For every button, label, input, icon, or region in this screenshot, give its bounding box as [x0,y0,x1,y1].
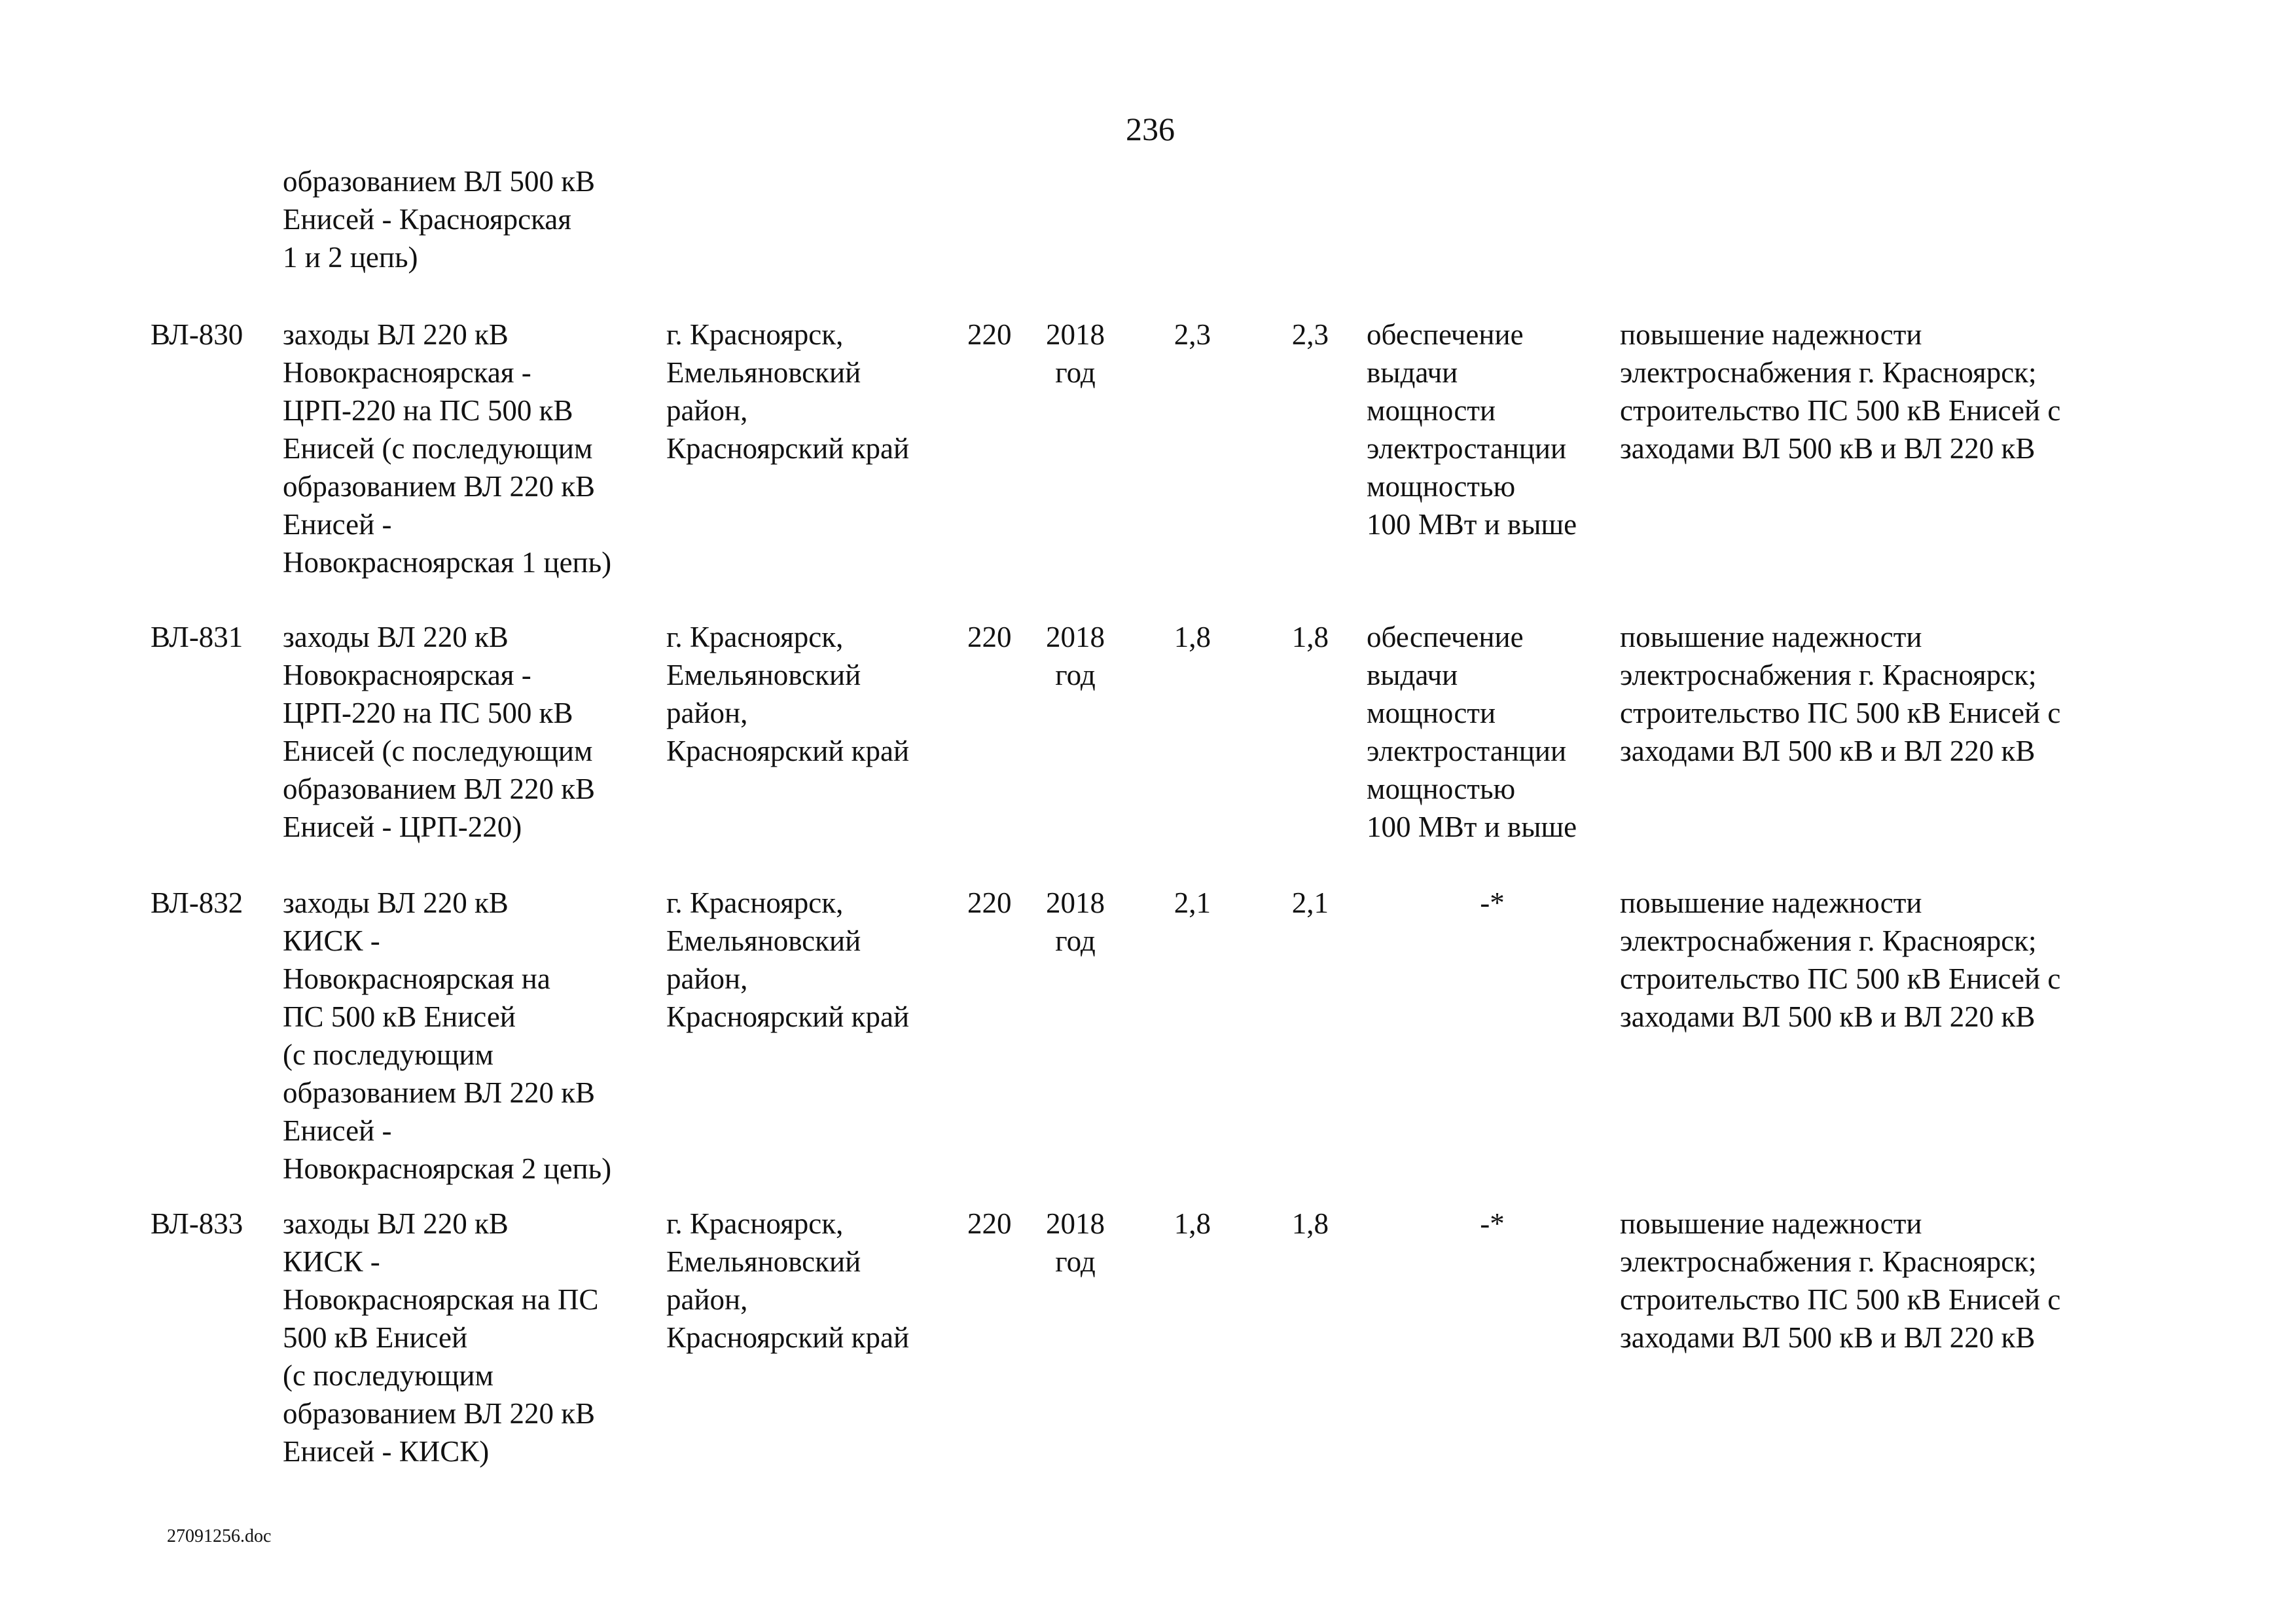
line-code: ВЛ-830 [151,318,243,351]
line-length-total: 1,8 [1291,621,1329,653]
commission-year: 2018 год [1046,1207,1105,1278]
commission-year: 2018 год [1046,318,1105,389]
line-purpose: обеспечение выдачи мощности электростанции мощностью 100 МВт и выше [1367,318,1577,541]
line-length-total: 2,1 [1291,886,1329,919]
document-filename: 27091256.doc [167,1526,272,1546]
line-name: заходы ВЛ 220 кВ КИСК - Новокрасноярская на ПС 500 кВ Енисей (с последующим образованием ВЛ 220 кВ Енисей - КИСК) [283,1207,599,1468]
line-length: 1,8 [1174,621,1211,653]
line-length: 2,3 [1174,318,1211,351]
line-purpose: -* [1480,1207,1505,1240]
line-location: г. Красноярск, Емельяновский район, Красноярский край [666,886,910,1033]
line-code: ВЛ-832 [151,886,243,919]
page-number: 236 [1126,111,1175,147]
line-reason: повышение надежности электроснабжения г. Красноярск; строительство ПС 500 кВ Енисей с заходами ВЛ 500 кВ и ВЛ 220 кВ [1620,621,2061,767]
line-location: г. Красноярск, Емельяновский район, Красноярский край [666,318,910,465]
line-code: ВЛ-833 [151,1207,243,1240]
commission-year: 2018 год [1046,886,1105,957]
line-name: заходы ВЛ 220 кВ Новокрасноярская - ЦРП-220 на ПС 500 кВ Енисей (с последующим образованием ВЛ 220 кВ Енисей - Новокрасноярская 1 цепь) [283,318,612,579]
line-length-total: 2,3 [1291,318,1329,351]
commission-year: 2018 год [1046,621,1105,691]
line-name: заходы ВЛ 220 кВ Новокрасноярская - ЦРП-220 на ПС 500 кВ Енисей (с последующим образованием ВЛ 220 кВ Енисей - ЦРП-220) [283,621,596,843]
line-code: ВЛ-831 [151,621,243,653]
line-reason: повышение надежности электроснабжения г. Красноярск; строительство ПС 500 кВ Енисей с заходами ВЛ 500 кВ и ВЛ 220 кВ [1620,1207,2061,1354]
line-reason: повышение надежности электроснабжения г. Красноярск; строительство ПС 500 кВ Енисей с заходами ВЛ 500 кВ и ВЛ 220 кВ [1620,318,2061,465]
line-location: г. Красноярск, Емельяновский район, Красноярский край [666,1207,910,1354]
line-voltage: 220 [967,886,1012,919]
line-name: заходы ВЛ 220 кВ КИСК - Новокрасноярская на ПС 500 кВ Енисей (с последующим образованием ВЛ 220 кВ Енисей - Новокрасноярская 2 цепь) [283,886,612,1185]
line-voltage: 220 [967,1207,1012,1240]
line-length-total: 1,8 [1291,1207,1329,1240]
line-length: 2,1 [1174,886,1211,919]
line-voltage: 220 [967,318,1012,351]
line-purpose: обеспечение выдачи мощности электростанции мощностью 100 МВт и выше [1367,621,1577,843]
line-location: г. Красноярск, Емельяновский район, Красноярский край [666,621,910,767]
continuation-text: образованием ВЛ 500 кВ Енисей - Красноярская 1 и 2 цепь) [283,165,596,274]
line-reason: повышение надежности электроснабжения г. Красноярск; строительство ПС 500 кВ Енисей с заходами ВЛ 500 кВ и ВЛ 220 кВ [1620,886,2061,1033]
line-length: 1,8 [1174,1207,1211,1240]
line-voltage: 220 [967,621,1012,653]
line-purpose: -* [1480,886,1505,919]
